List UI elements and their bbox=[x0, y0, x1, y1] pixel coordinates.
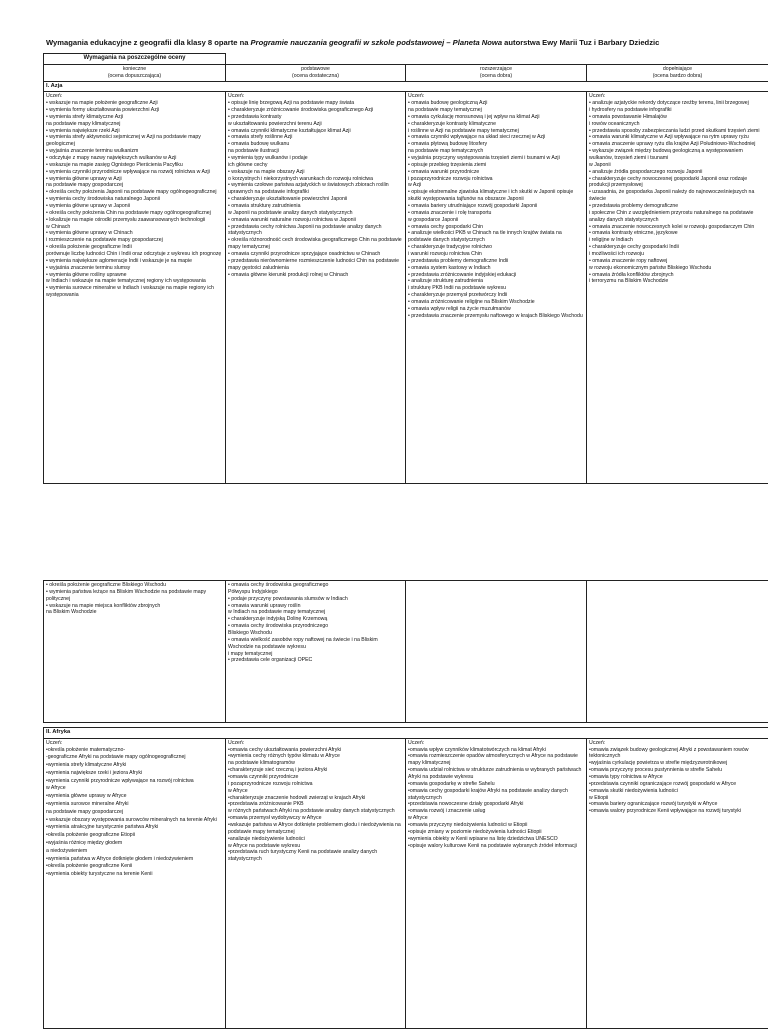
requirement-item: •analizuje niedożywienie ludności w Afryce na podstawie wykresu bbox=[228, 836, 403, 850]
requirement-item: • omawia powstawanie Himalajów i rowów oceanicznych bbox=[589, 114, 766, 128]
asia-cont-col-podstawowe bbox=[226, 581, 406, 723]
asia-col-podstawowe: Uczeń: • opisuje linię brzegową Azji na podstawie mapy świata • charakteryzuje zróżnicowanie środowiska geograficznego Azji • przedstawia kontrasty w ukształtowaniu powierzchni terenu Azji • omawia czynniki klimatyczne kształtujące klimat Azji • omawia strefy roślinne Azji • omawia budowę wulkanu na podstawie ilustracji • wymienia typy wulkanów i podaje ich główne cechy • wskazuje na mapie obszary Azji o korzystnych i niekorzystnych warunkach do rozwoju rolnictwa • wymienia czołowe państwa azjatyckich w światowych zbiorach roślin uprawnych na podstawie infografiki • charakteryzuje ukształtowanie powierzchni Japonii • omawia strukturę zatrudnienia w Japonii na podstawie analizy danych statystycznych • omawia warunki naturalne rozwoju rolnictwa w Japonii • przedstawia cechy rolnictwa Japonii na podstawie analizy danych statystycznych • określa różnorodność cech środowiska geograficznego Chin na podstawie mapy tematycznej • omawia czynniki przyrodnicze sprzyjające osadnictwu w Chinach • przedstawia nierównomierne rozmieszczenie ludności Chin na podstawie mapy gęstości zaludnienia • omawia główne kierunki produkcji rolnej w Chinach bbox=[226, 92, 406, 484]
requirement-item: • wymienia czynniki przyrodnicze wpływające na rozwój rolnictwa w Azji bbox=[46, 169, 223, 176]
requirement-item: • wymienia surowce mineralne w Indiach i wskazuje na mapie regiony ich występowania bbox=[46, 285, 223, 299]
asia-col-dopelniajace: Uczeń: • analizuje azjatyckie rekordy dotyczące rzeźby terenu, linii brzegowej i hydrosfery na podstawie infografiki • omawia powstawanie Himalajów i rowów oceanicznych • przedstawia sposoby zabezpieczania ludzi przed skutkami trzęsień ziemi • omawia warunki klimatyczne w Azji wpływające na rytm uprawy ryżu • omawia znaczenie uprawy ryżu dla krajów Azji Południowo-Wschodniej • wykazuje związek między budową geologiczną a występowaniem wulkanów, trzęsień ziemi i tsunami w Japonii • analizuje źródła gospodarczego rozwoju Japonii • charakteryzuje cechy nowoczesnej gospodarki Japonii oraz rodzaje produkcji przemysłowej • uzasadnia, że gospodarka Japonii należy do najnowocześniejszych na świecie • przedstawia problemy demograficzne i społeczne Chin z uwzględnieniem przyrostu naturalnego na podstawie analizy danych statystycznych • omawia znaczenie nowoczesnych kolei w rozwoju gospodarczym Chin • omawia kontrasty etniczne, językowe i religijne w Indiach • charakteryzuje cechy gospodarki Indii i możliwości ich rozwoju • omawia znaczenie ropy naftowej w rozwoju ekonomicznym państw Bliskiego Wschodu • omawia źródła konfliktów zbrojnych i terroryzmu na Bliskim Wschodzie bbox=[587, 92, 768, 484]
requirement-item: • wymienia strefy aktywności sejsmicznej w Azji na podstawie mapy geologicznej bbox=[46, 134, 223, 148]
requirement-item: • wymienia główne uprawy w Chinach i rozmieszczenie na podstawie mapy gospodarczej bbox=[46, 230, 223, 244]
requirement-item: •omawia przyczyny procesu pustynnienia w strefie Sahelu bbox=[589, 767, 766, 774]
section-title-asia: I. Azja bbox=[44, 81, 768, 92]
requirement-item: •wymienia atrakcyjne turystycznie państwa Afryki bbox=[46, 824, 223, 832]
requirement-item: • wskazuje na mapie obszary Azji o korzystnych i niekorzystnych warunkach do rozwoju rolnictwa bbox=[228, 169, 403, 183]
requirement-item: • omawia warunki uprawy roślin w Indiach na podstawie mapy tematycznej bbox=[228, 603, 403, 617]
requirement-item: • omawia wielkość zasobów ropy naftowej na świecie i na Bliskim Wschodzie na podstawie wykresu i mapy tematycznej bbox=[228, 637, 403, 658]
requirement-item: • omawia czynniki przyrodnicze sprzyjające osadnictwu w Chinach bbox=[228, 251, 403, 258]
asia-cont-col-rozszerzajace bbox=[406, 581, 587, 723]
requirement-item: •omawia rozmieszczenie opadów atmosferycznych w Afryce na podstawie mapy klimatycznej bbox=[408, 753, 584, 767]
requirement-item: • przedstawia sposoby zabezpieczania ludzi przed skutkami trzęsień ziemi bbox=[589, 128, 766, 135]
requirement-item: • omawia znaczenie ropy naftowej w rozwoju ekonomicznym państw Bliskiego Wschodu bbox=[589, 258, 766, 272]
requirement-item: • wykazuje związek między budową geologiczną a występowaniem wulkanów, trzęsień ziemi i tsunami w Japonii bbox=[589, 148, 766, 169]
requirement-item: •określa położenie geograficzne Kenii bbox=[46, 863, 223, 871]
requirement-item: • przedstawia cechy rolnictwa Japonii na podstawie analizy danych statystycznych bbox=[228, 224, 403, 238]
requirement-item: •wymienia największe rzeki i jeziora Afryki bbox=[46, 770, 223, 778]
requirement-item: • wymienia cechy środowiska naturalnego Japonii bbox=[46, 196, 223, 203]
requirement-item: •wyjaśnia różnicę między głodem a niedożywieniem bbox=[46, 840, 223, 856]
requirement-item: •wymienia czynniki przyrodnicze wpływające na rozwój rolnictwa w Afryce bbox=[46, 778, 223, 794]
requirement-item: • określa cechy położenia Chin na podstawie mapy ogólnogeograficznej bbox=[46, 210, 223, 217]
requirement-item: • charakteryzuje przemysł przetwórczy Indii bbox=[408, 292, 584, 299]
requirement-item: •omawia gospodarkę w strefie Sahelu bbox=[408, 781, 584, 788]
requirement-item: •przedstawia czynniki ograniczające rozwój gospodarki w Afryce bbox=[589, 781, 766, 788]
header-col-3: rozszerzające (ocena dobra) bbox=[406, 64, 587, 81]
header-col-1: konieczne (ocena dopuszczająca) bbox=[44, 64, 226, 81]
requirement-item: • wymienia typy wulkanów i podaje ich główne cechy bbox=[228, 155, 403, 169]
requirement-item: • wymienia formy ukształtowania powierzchni Azji bbox=[46, 107, 223, 114]
requirement-item: •omawia walory przyrodnicze Kenii wpływające na rozwój turystyki bbox=[589, 808, 766, 815]
requirement-item: •określa położenie geograficzne Etiopii bbox=[46, 832, 223, 840]
requirement-item: • omawia cechy gospodarki Chin bbox=[408, 224, 584, 231]
requirement-item: • analizuje azjatyckie rekordy dotyczące rzeźby terenu, linii brzegowej i hydrosfery na podstawie infografiki bbox=[589, 100, 766, 114]
requirement-item: •omawia bariery ograniczające rozwój turystyki w Afryce bbox=[589, 801, 766, 808]
requirement-item: • przedstawia zróżnicowanie indyjskiej edukacji bbox=[408, 272, 584, 279]
africa-col-podstawowe: Uczeń: •omawia cechy ukształtowania powierzchni Afryki •wymienia cechy różnych typów klimatu w Afryce na podstawie klimatogramów •charakteryzuje sieć rzeczną i jeziora Afryki •omawia czynniki przyrodnicze i pozaprzyrodnicze rozwoju rolnictwa w Afryce •charakteryzuje znaczenie hodowli zwierząt w krajach Afryki •przedstawia zróżnicowanie PKB w różnych państwach Afryki na podstawie analizy danych statystycznych •omawia przemysł wydobywczy w Afryce •wskazuje państwa w Afryce dotknięte problemem głodu i niedożywienia na podstawie mapy tematycznej •analizuje niedożywienie ludności w Afryce na podstawie wykresu •przedstawia ruch turystyczny Kenii na podstawie analizy danych statystycznych bbox=[226, 738, 406, 1028]
requirement-item: •przedstawia nowoczesne działy gospodarki Afryki bbox=[408, 801, 584, 808]
requirement-item: • wymienia czołowe państwa azjatyckich w światowych zbiorach roślin uprawnych na podstawie infografiki bbox=[228, 182, 403, 196]
requirement-item: •charakteryzuje znaczenie hodowli zwierząt w krajach Afryki bbox=[228, 795, 403, 802]
requirement-item: • odczytuje z mapy nazwy największych wulkanów w Azji bbox=[46, 155, 223, 162]
requirement-item: • wyjaśnia przyczyny występowania trzęsień ziemi i tsunami w Azji bbox=[408, 155, 584, 162]
requirement-item: • określa różnorodność cech środowiska geograficznego Chin na podstawie mapy tematycznej bbox=[228, 237, 403, 251]
requirement-item: • omawia warunki przyrodnicze i pozaprzyrodnicze rozwoju rolnictwa w Azji bbox=[408, 169, 584, 190]
requirement-item: • omawia czynniki klimatyczne kształtujące klimat Azji bbox=[228, 128, 403, 135]
requirement-item: • omawia znaczenie uprawy ryżu dla krajów Azji Południowo-Wschodniej bbox=[589, 141, 766, 148]
requirement-item: • omawia strefy roślinne Azji bbox=[228, 134, 403, 141]
requirement-item: • wymienia główne uprawy w Japonii bbox=[46, 203, 223, 210]
header-col-2: podstawowe (ocena dostateczna) bbox=[226, 64, 406, 81]
requirement-item: • analizuje wielkości PKB w Chinach na tle innych krajów świata na podstawie danych statystycznych bbox=[408, 230, 584, 244]
requirement-item: • opisuje przebieg trzęsienia ziemi bbox=[408, 162, 584, 169]
requirement-item: • wymienia największe aglomeracje Indii i wskazuje je na mapie bbox=[46, 258, 223, 265]
requirement-item: •omawia związek budowy geologicznej Afryki z powstawaniem rowów tektonicznych bbox=[589, 747, 766, 761]
requirement-item: • określa położenie geograficzne Indii bbox=[46, 244, 223, 251]
asia-cont-col-konieczne bbox=[44, 581, 226, 723]
requirement-item: • omawia cechy środowiska geograficznego Półwyspu Indyjskiego bbox=[228, 582, 403, 596]
requirement-item: • charakteryzuje cechy gospodarki Indii i możliwości ich rozwoju bbox=[589, 244, 766, 258]
section-title-africa: II. Afryka bbox=[44, 728, 768, 739]
requirement-item: •omawia cechy gospodarki krajów Afryki na podstawie analizy danych statystycznych bbox=[408, 788, 584, 802]
requirement-item: •omawia cechy ukształtowania powierzchni Afryki bbox=[228, 747, 403, 754]
requirement-item: • omawia znaczenie i rolę transportu w gospodarce Japonii bbox=[408, 210, 584, 224]
requirements-table-asia bbox=[43, 53, 768, 484]
requirement-item: • wymienia największe rzeki Azji bbox=[46, 128, 223, 135]
requirement-item: porównuje liczbę ludności Chin i Indii oraz odczytuje z wykresu ich prognozę bbox=[46, 251, 223, 258]
asia-col-rozszerzajace: Uczeń: • omawia budowę geologiczną Azji na podstawie mapy tematycznej • omawia cyrkulację monsunową i jej wpływ na klimat Azji • charakteryzuje kontrasty klimatyczne i roślinne w Azji na podstawie mapy tematycznej • omawia czynniki wpływające na układ sieci rzecznej w Azji • omawia płytową budowę litosfery na podstawie map tematycznych • wyjaśnia przyczyny występowania trzęsień ziemi i tsunami w Azji • opisuje przebieg trzęsienia ziemi • omawia warunki przyrodnicze i pozaprzyrodnicze rozwoju rolnictwa w Azji • opisuje ekstremalne zjawiska klimatyczne i ich skutki w Japonii opisuje skutki występowania tajfunów na obszarze Japonii • omawia bariery utrudniające rozwój gospodarki Japonii • omawia znaczenie i rolę transportu w gospodarce Japonii • omawia cechy gospodarki Chin • analizuje wielkości PKB w Chinach na tle innych krajów świata na podstawie danych statystycznych • charakteryzuje tradycyjne rolnictwo i warunki rozwoju rolnictwa Chin • przedstawia problemy demograficzne Indii • omawia system kastowy w Indiach • przedstawia zróżnicowanie indyjskiej edukacji • analizuje strukturę zatrudnienia i strukturę PKB Indii na podstawie wykresu • charakteryzuje przemysł przetwórczy Indii • omawia zróżnicowanie religijne na Bliskim Wschodzie • omawia wpływ religii na życie muzułmanów • przedstawia znaczenie przemysłu naftowego w krajach Bliskiego Wschodu bbox=[406, 92, 587, 484]
requirement-item: • wymienia państwa leżące na Bliskim Wschodzie na podstawie mapy politycznej bbox=[46, 589, 223, 603]
requirement-item: • przedstawia problemy demograficzne Indii bbox=[408, 258, 584, 265]
requirement-item: • charakteryzuje cechy nowoczesnej gospodarki Japonii oraz rodzaje produkcji przemysłowej bbox=[589, 176, 766, 190]
requirement-item: • omawia źródła konfliktów zbrojnych i terroryzmu na Bliskim Wschodzie bbox=[589, 272, 766, 286]
requirement-item: • omawia system kastowy w Indiach bbox=[408, 265, 584, 272]
requirement-item: •omawia wpływ czynników klimatotwórczych na klimat Afryki bbox=[408, 747, 584, 754]
requirements-table-asia-continued bbox=[43, 580, 768, 723]
requirements-table-africa bbox=[43, 727, 768, 1029]
title-program-name: Programie nauczania geografii w szkole podstawowej – Planeta Nowa bbox=[251, 38, 503, 47]
requirement-item: •omawia przyczyny niedożywienia ludności w Etiopii bbox=[408, 822, 584, 829]
requirement-item: •wymienia państwa w Afryce dotknięte głodem i niedożywieniem bbox=[46, 856, 223, 864]
requirement-item: • omawia bariery utrudniające rozwój gospodarki Japonii bbox=[408, 203, 584, 210]
requirement-item: •omawia przemysł wydobywczy w Afryce bbox=[228, 815, 403, 822]
title-suffix: autorstwa Ewy Marii Tuz i Barbary Dziedzic bbox=[502, 38, 659, 47]
requirement-item: •omawia czynniki przyrodnicze i pozaprzyrodnicze rozwoju rolnictwa w Afryce bbox=[228, 774, 403, 795]
requirement-item: •wymienia strefy klimatyczne Afryki bbox=[46, 762, 223, 770]
requirement-item: • wymienia główne uprawy w Azji na podstawie mapy gospodarczej bbox=[46, 176, 223, 190]
requirement-item: •omawia skutki niedożywienia ludności w Etiopii bbox=[589, 788, 766, 802]
requirement-item: • wskazuje na mapie położenie geograficzne Azji bbox=[46, 100, 223, 107]
requirement-item: • omawia zróżnicowanie religijne na Bliskim Wschodzie bbox=[408, 299, 584, 306]
africa-col-konieczne: Uczeń: •określa położenie matematyczno- -geograficzne Afryki na podstawie mapy ogólnogeograficznej •wymienia strefy klimatyczne Afryki •wymienia największe rzeki i jeziora Afryki •wymienia czynniki przyrodnicze wpływające na rozwój rolnictwa w Afryce •wymienia główne uprawy w Afryce •wymienia surowce mineralne Afryki na podstawie mapy gospodarczej • wskazuje obszary występowania surowców mineralnych na terenie Afryki •wymienia atrakcyjne turystycznie państwa Afryki •określa położenie geograficzne Etiopii •wyjaśnia różnicę między głodem a niedożywieniem •wymienia państwa w Afryce dotknięte głodem i niedożywieniem •określa położenie geograficzne Kenii •wymienia obiekty turystyczne na terenie Kenii bbox=[44, 738, 226, 1028]
document-title bbox=[46, 38, 746, 47]
requirement-item: • określa cechy położenia Japonii na podstawie mapy ogólnogeograficznej bbox=[46, 189, 223, 196]
requirement-item: • analizuje źródła gospodarczego rozwoju Japonii bbox=[589, 169, 766, 176]
requirement-item: • wyjaśnia znaczenie terminu wulkanizm bbox=[46, 148, 223, 155]
asia-col-konieczne: Uczeń: • wskazuje na mapie położenie geograficzne Azji • wymienia formy ukształtowania powierzchni Azji • wymienia strefy klimatyczne Azji na podstawie mapy klimatycznej • wymienia największe rzeki Azji • wymienia strefy aktywności sejsmicznej w Azji na podstawie mapy geologicznej • wyjaśnia znaczenie terminu wulkanizm • odczytuje z mapy nazwy największych wulkanów w Azji • wskazuje na mapie zasięg Ognistego Pierścienia Pacyfiku • wymienia czynniki przyrodnicze wpływające na rozwój rolnictwa w Azji • wymienia główne uprawy w Azji na podstawie mapy gospodarczej • określa cechy położenia Japonii na podstawie mapy ogólnogeograficznej • wymienia cechy środowiska naturalnego Japonii • wymienia główne uprawy w Japonii • określa cechy położenia Chin na podstawie mapy ogólnogeograficznej • lokalizuje na mapie ośrodki przemysłu zaawansowanych technologii w Chinach • wymienia główne uprawy w Chinach i rozmieszczenie na podstawie mapy gospodarczej • określa położenie geograficzne Indii porównuje liczbę ludności Chin i Indii oraz odczytuje z wykresu ich prognozę • wymienia największe aglomeracje Indii i wskazuje je na mapie • wyjaśnia znaczenie terminu slumsy • wymienia główne rośliny uprawne w Indiach i wskazuje na mapie tematycznej regiony ich występowania • wymienia surowce mineralne w Indiach i wskazuje na mapie regiony ich występowania bbox=[44, 92, 226, 484]
africa-col-rozszerzajace: Uczeń: •omawia wpływ czynników klimatotwórczych na klimat Afryki •omawia rozmieszczenie opadów atmosferycznych w Afryce na podstawie mapy klimatycznej •omawia udział rolnictwa w strukturze zatrudnienia w wybranych państwach Afryki na podstawie wykresu •omawia gospodarkę w strefie Sahelu •omawia cechy gospodarki krajów Afryki na podstawie analizy danych statystycznych •przedstawia nowoczesne działy gospodarki Afryki •omawia rozwój i znaczenie usług w Afryce •omawia przyczyny niedożywienia ludności w Etiopii •opisuje zmiany w poziomie niedożywienia ludności Etiopii •wymienia obiekty w Kenii wpisane na listę dziedzictwa UNESCO •opisuje walory kulturowe Kenii na podstawie wybranych źródeł informacji bbox=[406, 738, 587, 1028]
requirement-item: • wymienia strefy klimatyczne Azji na podstawie mapy klimatycznej bbox=[46, 114, 223, 128]
requirement-item: •charakteryzuje sieć rzeczną i jeziora Afryki bbox=[228, 767, 403, 774]
requirement-item: • przedstawia kontrasty w ukształtowaniu powierzchni terenu Azji bbox=[228, 114, 403, 128]
requirement-item: • lokalizuje na mapie ośrodki przemysłu zaawansowanych technologii w Chinach bbox=[46, 217, 223, 231]
asia-cont-col-dopelniajace bbox=[587, 581, 768, 723]
requirement-item: • charakteryzuje zróżnicowanie środowiska geograficznego Azji bbox=[228, 107, 403, 114]
requirement-item: • omawia strukturę zatrudnienia w Japonii na podstawie analizy danych statystycznych bbox=[228, 203, 403, 217]
requirement-item: • przedstawia znaczenie przemysłu naftowego w krajach Bliskiego Wschodu bbox=[408, 313, 584, 320]
requirement-item: •wskazuje państwa w Afryce dotknięte problemem głodu i niedożywienia na podstawie mapy tematycznej bbox=[228, 822, 403, 836]
requirement-item: •wymienia obiekty w Kenii wpisane na listę dziedzictwa UNESCO bbox=[408, 836, 584, 843]
requirement-item: • omawia płytową budowę litosfery na podstawie map tematycznych bbox=[408, 141, 584, 155]
requirement-item: • omawia główne kierunki produkcji rolnej w Chinach bbox=[228, 272, 403, 279]
requirement-item: •omawia udział rolnictwa w strukturze zatrudnienia w wybranych państwach Afryki na podstawie wykresu bbox=[408, 767, 584, 781]
header-col-4: dopełniające (ocena bardzo dobra) bbox=[587, 64, 768, 81]
header-main: Wymagania na poszczególne oceny bbox=[44, 54, 226, 65]
title-prefix: Wymagania edukacyjne z geografii dla klasy 8 oparte na bbox=[46, 38, 251, 47]
requirement-item: •wymienia surowce mineralne Afryki na podstawie mapy gospodarczej bbox=[46, 801, 223, 817]
requirement-item: • określa położenie geograficzne Bliskiego Wschodu bbox=[46, 582, 223, 589]
requirement-item: • opisuje ekstremalne zjawiska klimatyczne i ich skutki w Japonii opisuje skutki występowania tajfunów na obszarze Japonii bbox=[408, 189, 584, 203]
requirement-item: •określa położenie matematyczno- -geograficzne Afryki na podstawie mapy ogólnogeograficznej bbox=[46, 747, 223, 763]
requirement-item: •wymienia cechy różnych typów klimatu w Afryce na podstawie klimatogramów bbox=[228, 753, 403, 767]
requirement-item: • charakteryzuje indyjską Dolinę Krzemową bbox=[228, 616, 403, 623]
requirement-item: •opisuje walory kulturowe Kenii na podstawie wybranych źródeł informacji bbox=[408, 843, 584, 850]
requirement-item: • przedstawia cele organizacji OPEC bbox=[228, 657, 403, 664]
requirement-item: • uzasadnia, że gospodarka Japonii należy do najnowocześniejszych na świecie bbox=[589, 189, 766, 203]
requirement-item: •wymienia obiekty turystyczne na terenie Kenii bbox=[46, 871, 223, 879]
requirement-item: • omawia znaczenie nowoczesnych kolei w rozwoju gospodarczym Chin bbox=[589, 224, 766, 231]
requirement-item: • wymienia główne rośliny uprawne w Indiach i wskazuje na mapie tematycznej regiony ich występowania bbox=[46, 272, 223, 286]
requirement-item: •wyjaśnia cyrkulację powietrza w strefie międzyzwrotnikowej bbox=[589, 760, 766, 767]
requirement-item: • omawia budowę geologiczną Azji na podstawie mapy tematycznej bbox=[408, 100, 584, 114]
requirement-item: • charakteryzuje kontrasty klimatyczne i roślinne w Azji na podstawie mapy tematycznej bbox=[408, 121, 584, 135]
requirement-item: • przedstawia problemy demograficzne i społeczne Chin z uwzględnieniem przyrostu naturalnego na podstawie analizy danych statystycznych bbox=[589, 203, 766, 224]
requirement-item: • omawia wpływ religii na życie muzułmanów bbox=[408, 306, 584, 313]
africa-col-dopelniajace: Uczeń: •omawia związek budowy geologicznej Afryki z powstawaniem rowów tektonicznych •wyjaśnia cyrkulację powietrza w strefie międzyzwrotnikowej •omawia przyczyny procesu pustynnienia w strefie Sahelu •omawia typy rolnictwa w Afryce •przedstawia czynniki ograniczające rozwój gospodarki w Afryce •omawia skutki niedożywienia ludności w Etiopii •omawia bariery ograniczające rozwój turystyki w Afryce •omawia walory przyrodnicze Kenii wpływające na rozwój turystyki bbox=[587, 738, 768, 1028]
requirement-item: • przedstawia nierównomierne rozmieszczenie ludności Chin na podstawie mapy gęstości zaludnienia bbox=[228, 258, 403, 272]
requirement-item: • wskazuje obszary występowania surowców mineralnych na terenie Afryki bbox=[46, 817, 223, 825]
requirement-item: • podaje przyczyny powstawania slumsów w Indiach bbox=[228, 596, 403, 603]
requirement-item: • analizuje strukturę zatrudnienia i strukturę PKB Indii na podstawie wykresu bbox=[408, 278, 584, 292]
requirement-item: • wskazuje na mapie miejsca konfliktów zbrojnych na Bliskim Wschodzie bbox=[46, 603, 223, 617]
requirement-item: • omawia warunki klimatyczne w Azji wpływające na rytm uprawy ryżu bbox=[589, 134, 766, 141]
requirement-item: • charakteryzuje ukształtowanie powierzchni Japonii bbox=[228, 196, 403, 203]
requirement-item: • omawia warunki naturalne rozwoju rolnictwa w Japonii bbox=[228, 217, 403, 224]
requirement-item: • wskazuje na mapie zasięg Ognistego Pierścienia Pacyfiku bbox=[46, 162, 223, 169]
requirement-item: •przedstawia zróżnicowanie PKB w różnych państwach Afryki na podstawie analizy danych statystycznych bbox=[228, 801, 403, 815]
requirement-item: • omawia kontrasty etniczne, językowe i religijne w Indiach bbox=[589, 230, 766, 244]
requirement-item: • omawia budowę wulkanu na podstawie ilustracji bbox=[228, 141, 403, 155]
requirement-item: • wyjaśnia znaczenie terminu slumsy bbox=[46, 265, 223, 272]
requirement-item: •wymienia główne uprawy w Afryce bbox=[46, 793, 223, 801]
requirement-item: • opisuje linię brzegową Azji na podstawie mapy świata bbox=[228, 100, 403, 107]
requirement-item: •omawia rozwój i znaczenie usług w Afryce bbox=[408, 808, 584, 822]
requirement-item: •przedstawia ruch turystyczny Kenii na podstawie analizy danych statystycznych bbox=[228, 849, 403, 863]
requirement-item: •omawia typy rolnictwa w Afryce bbox=[589, 774, 766, 781]
requirement-item: • omawia cechy środowiska przyrodniczego Bliskiego Wschodu bbox=[228, 623, 403, 637]
requirement-item: •opisuje zmiany w poziomie niedożywienia ludności Etiopii bbox=[408, 829, 584, 836]
requirement-item: • omawia cyrkulację monsunową i jej wpływ na klimat Azji bbox=[408, 114, 584, 121]
requirement-item: • charakteryzuje tradycyjne rolnictwo i warunki rozwoju rolnictwa Chin bbox=[408, 244, 584, 258]
requirement-item: • omawia czynniki wpływające na układ sieci rzecznej w Azji bbox=[408, 134, 584, 141]
